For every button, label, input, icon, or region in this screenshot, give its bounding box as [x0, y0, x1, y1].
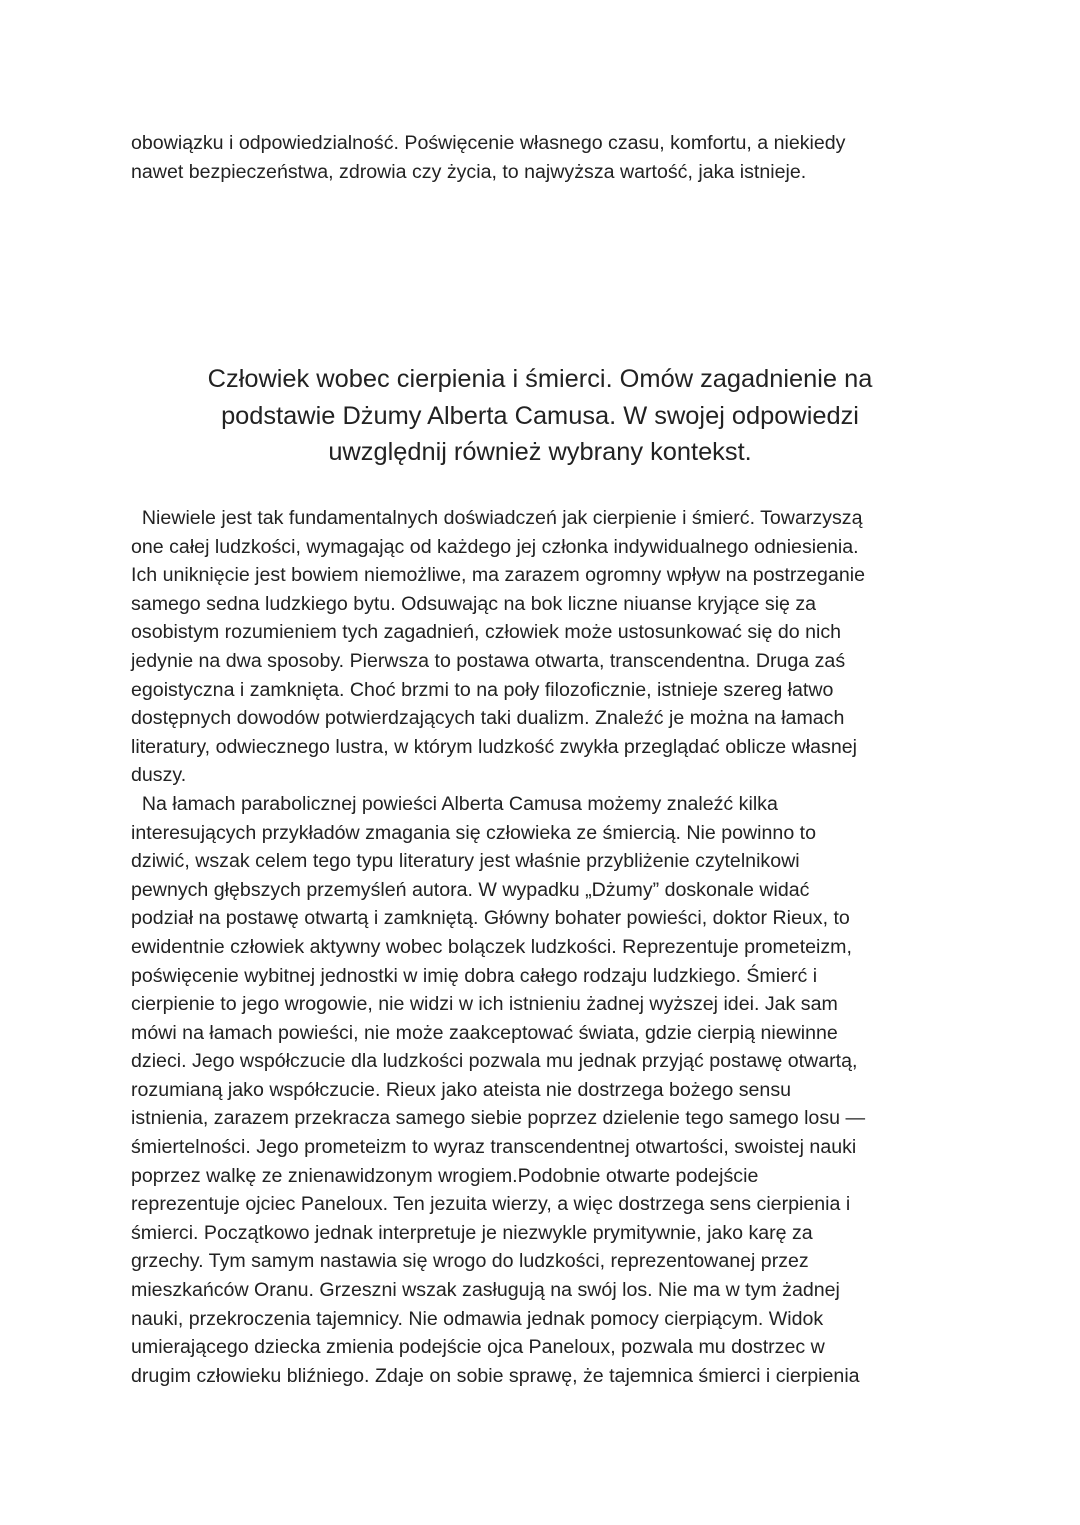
text-line: reprezentuje ojciec Paneloux. Ten jezuita wierzy, a więc dostrzega sens cierpienia i	[131, 1193, 851, 1216]
text-line: umierającego dziecka zmienia podejście ojca Paneloux, pozwala mu dostrzec w	[131, 1336, 825, 1359]
text-line: dziwić, wszak celem tego typu literatury jest właśnie przybliżenie czytelnikowi	[131, 850, 800, 873]
text-line: pewnych głębszych przemyśleń autora. W wypadku „Dżumy” doskonale widać	[131, 878, 810, 901]
text-line: ewidentnie człowiek aktywny wobec bolączek ludzkości. Reprezentuje prometeizm,	[131, 935, 852, 958]
text-line: jedynie na dwa sposoby. Pierwsza to postawa otwarta, transcendentna. Druga zaś	[131, 649, 846, 672]
text-line: egoistyczna i zamknięta. Choć brzmi to na poły filozoficznie, istnieje szereg łatwo	[131, 678, 834, 701]
text-line: interesujących przykładów zmagania się człowieka ze śmiercią. Nie powinno to	[131, 821, 816, 844]
title-line: Człowiek wobec cierpienia i śmierci. Omów zagadnienie na	[207, 365, 873, 393]
text-line: cierpienie to jego wrogowie, nie widzi w ich istnieniu żadnej wyższej idei. Jak sam	[131, 993, 838, 1016]
text-line: śmierci. Początkowo jednak interpretuje je niezwykle prymitywnie, jako karę za	[131, 1221, 813, 1244]
title-line: uwzględnij również wybrany kontekst.	[328, 438, 752, 467]
text-line: literatury, odwiecznego lustra, w którym ludzkość zwykła przeglądać oblicze własnej	[131, 735, 857, 758]
text-line: Niewiele jest tak fundamentalnych doświadczeń jak cierpienie i śmierć. Towarzyszą	[131, 507, 863, 529]
text-line: Ich uniknięcie jest bowiem niemożliwe, ma zarazem ogromny wpływ na postrzeganie	[131, 564, 866, 587]
text-line: osobistym rozumieniem tych zagadnień, człowiek może ustosunkować się do nich	[131, 621, 842, 644]
text-line: nawet bezpieczeństwa, zdrowia czy życia, to najwyższa wartość, jaka istnieje.	[131, 160, 807, 183]
text-line: dzieci. Jego współczucie dla ludzkości pozwala mu jednak przyjąć postawę otwartą,	[131, 1050, 858, 1073]
text-line: Na łamach parabolicznej powieści Alberta Camusa możemy znaleźć kilka	[131, 792, 778, 815]
essay-title	[100, 361, 980, 471]
intro-paragraph	[131, 129, 951, 186]
text-line: śmiertelności. Jego prometeizm to wyraz transcendentnej otwartości, swoistej nauki	[131, 1136, 857, 1159]
text-line: grzechy. Tym samym nastawia się wrogo do ludzkości, reprezentowanej przez	[131, 1250, 809, 1273]
essay-body	[131, 504, 951, 1390]
text-line: mówi na łamach powieści, nie może zaakceptować świata, gdzie cierpią niewinne	[131, 1021, 838, 1044]
title-line: podstawie Dżumy Alberta Camusa. W swojej odpowiedzi	[221, 401, 859, 430]
text-line: rozumianą jako współczucie. Rieux jako ateista nie dostrzega bożego sensu	[131, 1078, 792, 1101]
text-line: nauki, przekroczenia tajemnicy. Nie odmawia jednak pomocy cierpiącym. Widok	[131, 1307, 824, 1330]
text-line: drugim człowieku bliźniego. Zdaje on sobie sprawę, że tajemnica śmierci i cierpienia	[131, 1364, 860, 1387]
text-line: poświęcenie wybitnej jednostki w imię dobra całego rodzaju ludzkiego. Śmierć i	[131, 964, 818, 987]
text-line: obowiązku i odpowiedzialność. Poświęcenie własnego czasu, komfortu, a niekiedy	[131, 132, 846, 154]
text-line: podział na postawę otwartą i zamkniętą. Główny bohater powieści, doktor Rieux, to	[131, 907, 850, 930]
text-line: istnienia, zarazem przekracza samego siebie poprzez dzielenie tego samego losu —	[131, 1107, 866, 1130]
text-line: dostępnych dowodów potwierdzających taki dualizm. Znaleźć je można na łamach	[131, 707, 845, 730]
text-line: one całej ludzkości, wymagając od każdego jej członka indywidualnego odniesienia.	[131, 535, 859, 558]
text-line: mieszkańców Oranu. Grzeszni wszak zasługują na swój los. Nie ma w tym żadnej	[131, 1279, 840, 1302]
text-line: samego sedna ludzkiego bytu. Odsuwając na bok liczne niuanse kryjące się za	[131, 592, 817, 615]
text-line: duszy.	[131, 764, 187, 787]
text-line: poprzez walkę ze znienawidzonym wrogiem.Podobnie otwarte podejście	[131, 1164, 759, 1187]
